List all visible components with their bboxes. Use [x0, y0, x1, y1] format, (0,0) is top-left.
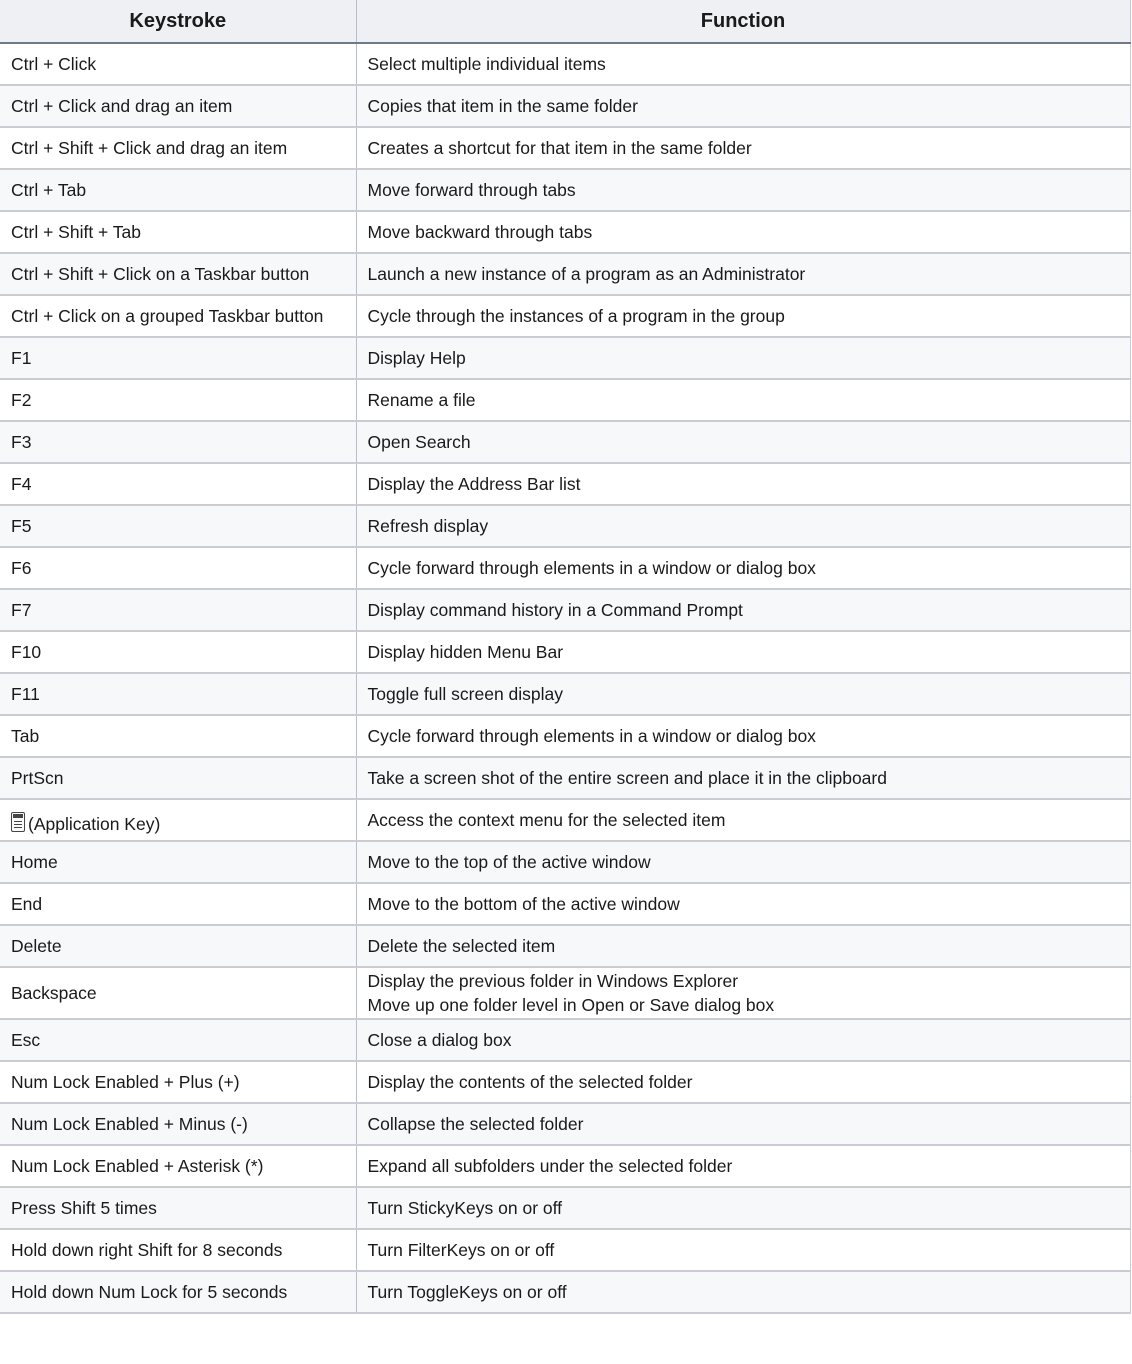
keystroke-cell: [0, 757, 356, 799]
table-row: [0, 211, 1130, 253]
function-cell: [356, 379, 1130, 421]
function-text: Cycle forward through elements in a window or dialog box: [367, 557, 816, 578]
keystroke-text: PrtScn: [11, 767, 64, 788]
application-key-icon: [11, 812, 25, 832]
keystroke-cell: [0, 463, 356, 505]
function-cell: [356, 337, 1130, 379]
function-text: Expand all subfolders under the selected folder: [367, 1155, 733, 1176]
table-row: [0, 925, 1130, 967]
keystroke-text: F10: [11, 641, 42, 662]
keystroke-text: Hold down right Shift for 8 seconds: [11, 1239, 283, 1260]
function-cell: [356, 1145, 1130, 1187]
table-row: [0, 799, 1130, 841]
table-row: [0, 337, 1130, 379]
table-body: [0, 43, 1130, 1313]
function-text: Cycle through the instances of a program in the group: [367, 305, 785, 326]
table-row: [0, 463, 1130, 505]
function-text: Turn FilterKeys on or off: [367, 1239, 555, 1260]
function-cell: [356, 925, 1130, 967]
function-text-second-line: Move up one folder level in Open or Save dialog box: [367, 995, 775, 1015]
function-text: Turn StickyKeys on or off: [367, 1197, 563, 1218]
keystroke-text: Backspace: [11, 983, 97, 1003]
keystroke-cell: [0, 379, 356, 421]
function-text: Copies that item in the same folder: [367, 95, 638, 116]
function-text: Open Search: [367, 431, 471, 452]
table-row: [0, 169, 1130, 211]
function-cell: [356, 1019, 1130, 1061]
function-text: Move to the bottom of the active window: [367, 893, 680, 914]
keystroke-text: Tab: [11, 725, 40, 746]
function-text: Cycle forward through elements in a window or dialog box: [367, 725, 816, 746]
table-row: [0, 1061, 1130, 1103]
keystroke-cell: [0, 715, 356, 757]
table-row: [0, 841, 1130, 883]
keystroke-text: Delete: [11, 935, 62, 956]
table-row: [0, 1187, 1130, 1229]
function-cell: [356, 1229, 1130, 1271]
function-text: Display the Address Bar list: [367, 473, 581, 494]
keystroke-cell: [0, 673, 356, 715]
header-row: [0, 0, 1130, 43]
keystroke-cell: [0, 211, 356, 253]
function-cell: [356, 967, 1130, 1019]
keystroke-text: (Application Key): [28, 813, 161, 834]
table-row: [0, 1229, 1130, 1271]
table-row: [0, 967, 1130, 1019]
keystroke-cell: [0, 1271, 356, 1313]
function-text: Access the context menu for the selected item: [367, 809, 726, 830]
table-row: [0, 1145, 1130, 1187]
function-text: Turn ToggleKeys on or off: [367, 1281, 567, 1302]
function-text: Take a screen shot of the entire screen and place it in the clipboard: [367, 767, 887, 788]
keystroke-text: Ctrl + Tab: [11, 179, 87, 200]
table-row: [0, 1103, 1130, 1145]
keystroke-text: Press Shift 5 times: [11, 1197, 157, 1218]
table-row: [0, 547, 1130, 589]
keystroke-cell: [0, 253, 356, 295]
table-row: [0, 421, 1130, 463]
function-text: Collapse the selected folder: [367, 1113, 584, 1134]
keystroke-cell: [0, 1019, 356, 1061]
function-cell: [356, 463, 1130, 505]
keystroke-cell: [0, 925, 356, 967]
table-row: [0, 1271, 1130, 1313]
table-row: [0, 1019, 1130, 1061]
keystroke-text: Ctrl + Click and drag an item: [11, 95, 233, 116]
function-cell: [356, 799, 1130, 841]
keystroke-text: End: [11, 893, 43, 914]
table-row: [0, 673, 1130, 715]
function-text: Move to the top of the active window: [367, 851, 651, 872]
keystroke-text: Esc: [11, 1029, 41, 1050]
function-text: Select multiple individual items: [367, 53, 606, 74]
function-text: Move forward through tabs: [367, 179, 576, 200]
keystroke-text: Ctrl + Shift + Click and drag an item: [11, 137, 288, 158]
keystroke-cell: [0, 1145, 356, 1187]
keystroke-text: Num Lock Enabled + Plus (+): [11, 1071, 240, 1092]
table-row: [0, 85, 1130, 127]
keystroke-text: F5: [11, 515, 32, 536]
keystroke-text: Home: [11, 851, 58, 872]
keystroke-cell: [0, 421, 356, 463]
table-row: [0, 505, 1130, 547]
table-header: [0, 0, 1130, 43]
keystroke-with-icon: [11, 806, 160, 835]
keystroke-cell: [0, 547, 356, 589]
keystroke-cell: [0, 505, 356, 547]
table-row: [0, 127, 1130, 169]
function-cell: [356, 589, 1130, 631]
function-text: Move backward through tabs: [367, 221, 593, 242]
function-text: Close a dialog box: [367, 1029, 512, 1050]
function-cell: [356, 85, 1130, 127]
function-text: Refresh display: [367, 515, 489, 536]
keystroke-cell: [0, 967, 356, 1019]
keystroke-text: F2: [11, 389, 32, 410]
table-row: [0, 589, 1130, 631]
function-text: Launch a new instance of a program as an Administrator: [367, 263, 806, 284]
function-text: Display command history in a Command Prompt: [367, 599, 743, 620]
function-cell: [356, 421, 1130, 463]
keystroke-text: F11: [11, 683, 40, 704]
function-cell: [356, 547, 1130, 589]
function-cell: [356, 673, 1130, 715]
keystroke-text: F3: [11, 431, 32, 452]
keystroke-cell: [0, 169, 356, 211]
table-row: [0, 43, 1130, 85]
function-cell: [356, 169, 1130, 211]
function-cell: [356, 43, 1130, 85]
table-row: [0, 253, 1130, 295]
keystroke-text: Num Lock Enabled + Asterisk (*): [11, 1155, 264, 1176]
function-cell: [356, 1061, 1130, 1103]
table-row: [0, 883, 1130, 925]
keystroke-cell: [0, 43, 356, 85]
function-cell: [356, 715, 1130, 757]
table-row: [0, 379, 1130, 421]
function-cell: [356, 757, 1130, 799]
keystroke-cell: [0, 295, 356, 337]
function-text: Creates a shortcut for that item in the same folder: [367, 137, 752, 158]
keystroke-cell: [0, 799, 356, 841]
function-text: Delete the selected item: [367, 935, 556, 956]
keystroke-cell: [0, 127, 356, 169]
keystroke-cell: [0, 337, 356, 379]
function-cell: [356, 1187, 1130, 1229]
table-row: [0, 715, 1130, 757]
function-cell: [356, 631, 1130, 673]
keystroke-text: Ctrl + Shift + Click on a Taskbar button: [11, 263, 310, 284]
keystroke-cell: [0, 1061, 356, 1103]
keystroke-column-header: Keystroke: [0, 0, 356, 43]
keystroke-cell: [0, 589, 356, 631]
keystroke-cell: [0, 1229, 356, 1271]
keystroke-cell: [0, 841, 356, 883]
function-cell: [356, 1271, 1130, 1313]
function-text: Toggle full screen display: [367, 683, 564, 704]
function-cell: [356, 841, 1130, 883]
keystroke-cell: [0, 631, 356, 673]
function-column-header: Function: [356, 0, 1130, 43]
function-text: Display Help: [367, 347, 466, 368]
table-row: [0, 631, 1130, 673]
function-cell: [356, 211, 1130, 253]
keystroke-text: Ctrl + Click: [11, 53, 97, 74]
keystroke-cell: [0, 883, 356, 925]
keystroke-text: Ctrl + Shift + Tab: [11, 221, 142, 242]
keystroke-text: F7: [11, 599, 32, 620]
function-text: Display the contents of the selected folder: [367, 1071, 693, 1092]
keystroke-text: F6: [11, 557, 32, 578]
function-text: Display the previous folder in Windows Explorer: [367, 971, 739, 991]
table-row: [0, 295, 1130, 337]
keystroke-text: Num Lock Enabled + Minus (-): [11, 1113, 248, 1134]
function-cell: [356, 253, 1130, 295]
function-cell: [356, 295, 1130, 337]
keystroke-cell: [0, 1103, 356, 1145]
function-text: Display hidden Menu Bar: [367, 641, 564, 662]
keystroke-text: Hold down Num Lock for 5 seconds: [11, 1281, 288, 1302]
keystroke-cell: [0, 85, 356, 127]
keystroke-text: F4: [11, 473, 32, 494]
function-cell: [356, 883, 1130, 925]
table-row: [0, 757, 1130, 799]
function-cell: [356, 127, 1130, 169]
function-cell: [356, 505, 1130, 547]
keystroke-text: F1: [11, 347, 32, 368]
function-cell: [356, 1103, 1130, 1145]
function-text: Rename a file: [367, 389, 476, 410]
keystroke-text: Ctrl + Click on a grouped Taskbar button: [11, 305, 324, 326]
keystroke-cell: [0, 1187, 356, 1229]
